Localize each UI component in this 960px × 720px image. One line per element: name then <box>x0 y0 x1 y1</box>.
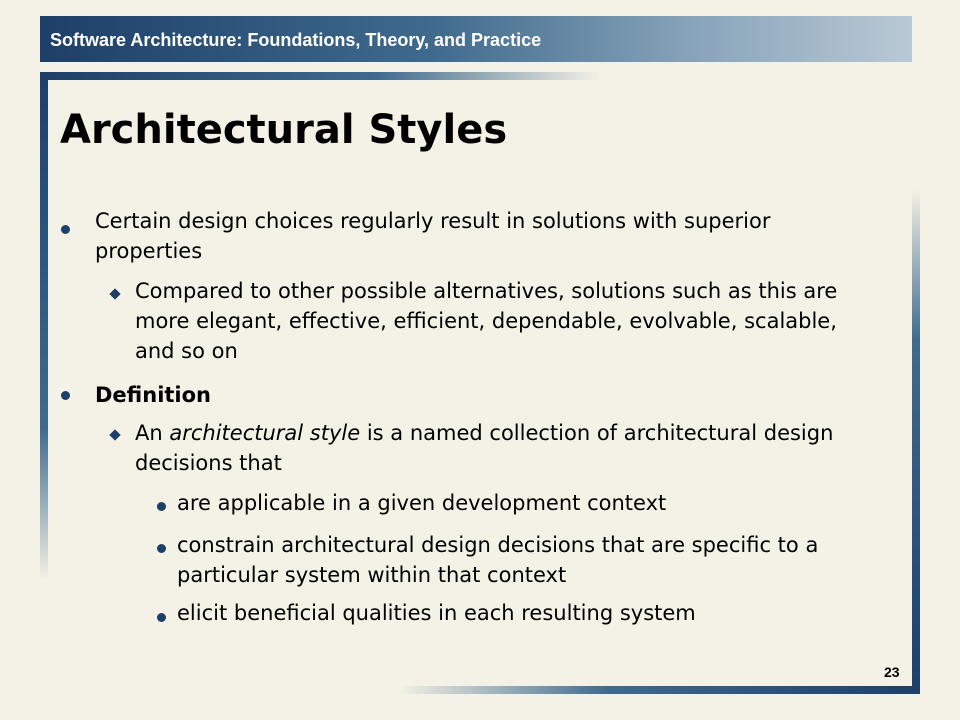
definition-before: An <box>135 421 170 445</box>
sub-item-3-dot <box>157 613 166 622</box>
bullet1-label: Certain design choices regularly result in solutions with superior properties <box>95 209 771 263</box>
bullet1-sub-label: Compared to other possible alternatives, solutions such as this are more elegant, effective, efficient, dependable, evolvable, scalable, and so on <box>135 279 838 363</box>
slide-title: Architectural Styles <box>60 107 508 153</box>
bullet2-dot <box>61 391 70 400</box>
page-number: 23 <box>884 664 900 680</box>
bullet1-sub-text <box>135 276 875 366</box>
header-title: Software Architecture: Foundations, Theory, and Practice <box>50 30 542 50</box>
frame-bottom <box>400 686 920 694</box>
bullet2-sub-text <box>135 418 875 478</box>
sub-item-3 <box>177 598 897 628</box>
bullet2-sub-diamond <box>109 429 120 440</box>
bullet1-dot <box>61 225 70 234</box>
definition-emphasis: architectural style <box>169 421 361 445</box>
sub-item-1-label: are applicable in a given development context <box>177 491 667 515</box>
frame-right <box>912 190 920 694</box>
definition-after: is a named collection of architectural design decisions that <box>135 421 834 475</box>
bullet1-text <box>95 206 875 266</box>
sub-item-2-label: constrain architectural design decisions that are specific to a particular system within that context <box>177 533 819 587</box>
bullet1-sub-diamond <box>109 288 120 299</box>
frame-left <box>40 72 48 580</box>
frame-top <box>40 72 600 80</box>
sub-item-3-label: elicit beneficial qualities in each resulting system <box>177 601 696 625</box>
definition-sentence <box>135 418 875 478</box>
definition-label: Definition <box>95 383 212 407</box>
sub-item-2-dot <box>157 544 166 553</box>
sub-item-1-dot <box>157 502 166 511</box>
sub-item-1 <box>177 488 897 518</box>
bullet2-text <box>95 380 875 410</box>
sub-item-2 <box>177 530 897 590</box>
